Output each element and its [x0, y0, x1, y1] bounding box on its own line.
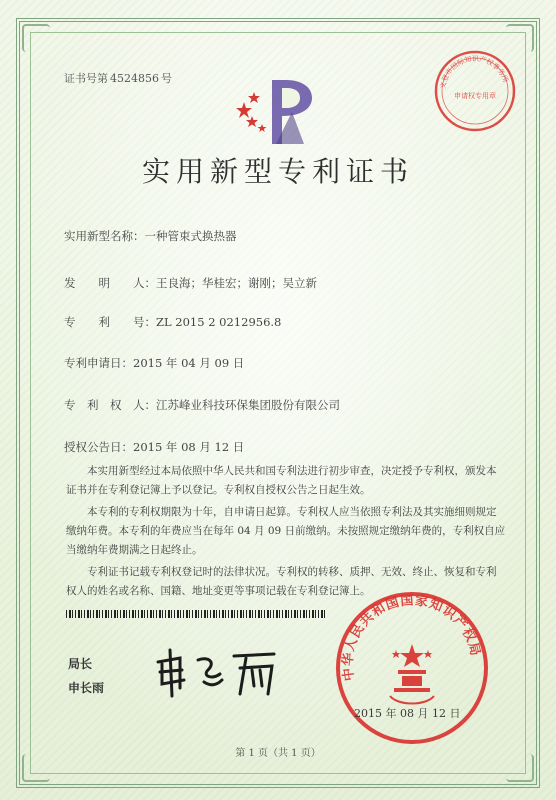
field-label: 专 利 号： — [64, 315, 156, 329]
field-label: 发 明 人： — [64, 276, 156, 290]
agency-seal-icon — [432, 48, 518, 134]
body-paragraph: 本专利的专利权期限为十年，自申请日起算。专利权人应当依照专利法及其实施细则规定缴纳年费。本专利的年费应当在每年 04 月 09 日前缴纳。未按照规定缴纳年费的，专利权自应当缴纳年费期满之日起终止。 — [66, 506, 506, 556]
field-row-filing-date — [64, 355, 244, 371]
certificate-number-label: 证书号第 — [64, 72, 108, 85]
field-row-patentee — [64, 397, 340, 413]
certificate-number-suffix: 号 — [161, 72, 172, 85]
body-paragraph: 专利证书记载专利权登记时的法律状况。专利权的转移、质押、无效、终止、恢复和专利权人的姓名或名称、国籍、地址变更等事项记载在专利登记簿上。 — [66, 566, 497, 597]
official-seal-text: 中华人民共和国国家知识产权局 — [340, 593, 483, 682]
corner-ornament — [22, 24, 50, 52]
field-value: 2015 年 08 月 12 日 — [133, 440, 245, 454]
director-signature-icon — [150, 640, 290, 700]
certificate-number — [62, 70, 172, 86]
agency-seal-text: 文登市国际知识产权事务所 — [438, 54, 510, 90]
field-value: 王良海；华桂宏；谢刚；吴立新 — [156, 276, 317, 290]
field-value: ZL 2015 2 0212956.8 — [156, 315, 282, 329]
director-name: 申长雨 — [68, 681, 105, 695]
seal-date: 2015 年 08 月 12 日 — [354, 707, 461, 720]
field-row-grant-date — [64, 439, 244, 455]
agency-seal-inner-text: 申请权专用章 — [454, 92, 496, 100]
barcode — [66, 610, 326, 618]
field-label: 授权公告日： — [64, 440, 133, 454]
field-value: 2015 年 04 月 09 日 — [133, 356, 245, 370]
body-paragraph: 本实用新型经过本局依照中华人民共和国专利法进行初步审查，决定授予专利权，颁发本证书并在专利登记簿上予以登记。专利权自授权公告之日起生效。 — [66, 465, 497, 496]
director-role: 局长 — [68, 657, 93, 671]
field-row-inventors — [64, 275, 317, 291]
certificate-title: 实用新型专利证书 — [141, 155, 414, 188]
field-label: 专 利 权 人： — [64, 398, 156, 412]
certificate-body — [66, 462, 506, 604]
field-value: 江苏峰业科技环保集团股份有限公司 — [156, 398, 340, 412]
field-row-patent-number — [64, 314, 281, 330]
svg-text:中华人民共和国国家知识产权局 — [340, 592, 483, 682]
patent-office-logo-icon — [232, 72, 322, 152]
certificate-number-value: 4524856 — [110, 72, 159, 85]
official-seal-icon — [332, 588, 492, 748]
page-number: 第 1 页（共 1 页） — [235, 748, 321, 759]
field-label: 专利申请日： — [64, 356, 133, 370]
field-value: 一种管束式换热器 — [144, 229, 237, 243]
field-label: 实用新型名称： — [64, 229, 145, 243]
field-row-name — [64, 228, 237, 244]
